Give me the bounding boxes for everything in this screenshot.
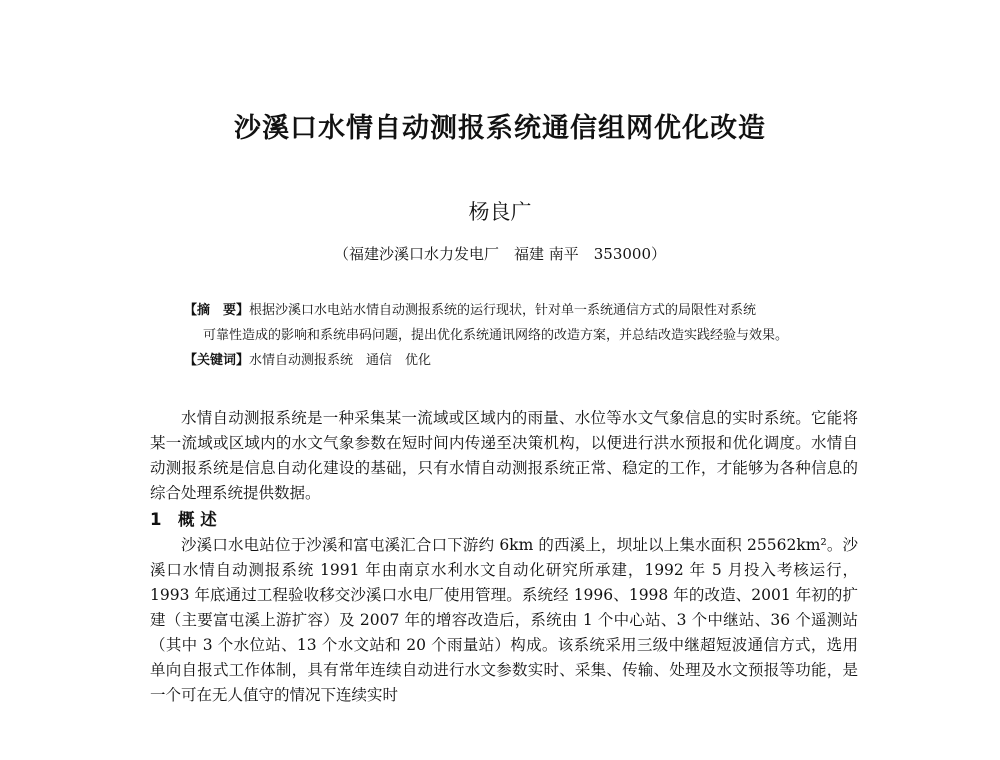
abstract-line-1 (184, 298, 864, 323)
author-name: 杨良广 (468, 200, 532, 224)
section-1-number: 1 (150, 510, 162, 529)
keywords-label: 【关键词】 (184, 353, 250, 368)
abstract-text-1: 根据沙溪口水电站水情自动测报系统的运行现状，针对单一系统通信方式的局限性对系统 (249, 303, 757, 318)
section-1-title: 概 述 (178, 510, 217, 529)
section-1-paragraph: 沙溪口水电站位于沙溪和富屯溪汇合口下游约 6km 的西溪上，坝址以上集水面积 25562km²。沙溪口水情自动测报系统 1991 年由南京水利水文自动化研究所承建，1992 年 5 月投入考核运行，1993 年底通过工程验收移交沙溪口水电厂使用管理。系统经 1996、1998 年的改造、2001 年初的扩建（主要富屯溪上游扩容）及 2007 年的增容改造后，系统由 1 个中心站、3 个中继站、36 个遥测站（其中 3 个水位站、13 个水文站和 20 个雨量站）构成。该系统采用三级中继超短波通信方式，选用单向自报式工作体制，具有常年连续自动进行水文参数实时、采集、传输、处理及水文预报等功能，是一个可在无人值守的情况下连续实时 (150, 536, 858, 704)
abstract-block (184, 298, 864, 373)
body-text (150, 406, 858, 708)
keywords-line (184, 348, 864, 373)
abstract-line-2: 可靠性造成的影响和系统串码问题，提出优化系统通讯网络的改造方案，并总结改造实践经验与效果。 (203, 328, 789, 343)
section-1-heading (150, 506, 858, 533)
keywords-text: 水情自动测报系统 通信 优化 (249, 353, 432, 368)
intro-paragraph: 水情自动测报系统是一种采集某一流域或区域内的雨量、水位等水文气象信息的实时系统。它能将某一流域或区域内的水文气象参数在短时间内传递至决策机构，以便进行洪水预报和优化调度。水情自动测报系统是信息自动化建设的基础，只有水情自动测报系统正常、稳定的工作，才能够为各种信息的综合处理系统提供数据。 (150, 409, 858, 502)
paper-title: 沙溪口水情自动测报系统通信组网优化改造 (234, 113, 766, 144)
author-affiliation: （福建沙溪口水力发电厂 福建 南平 353000） (333, 245, 667, 263)
abstract-label: 【摘 要】 (184, 303, 250, 318)
